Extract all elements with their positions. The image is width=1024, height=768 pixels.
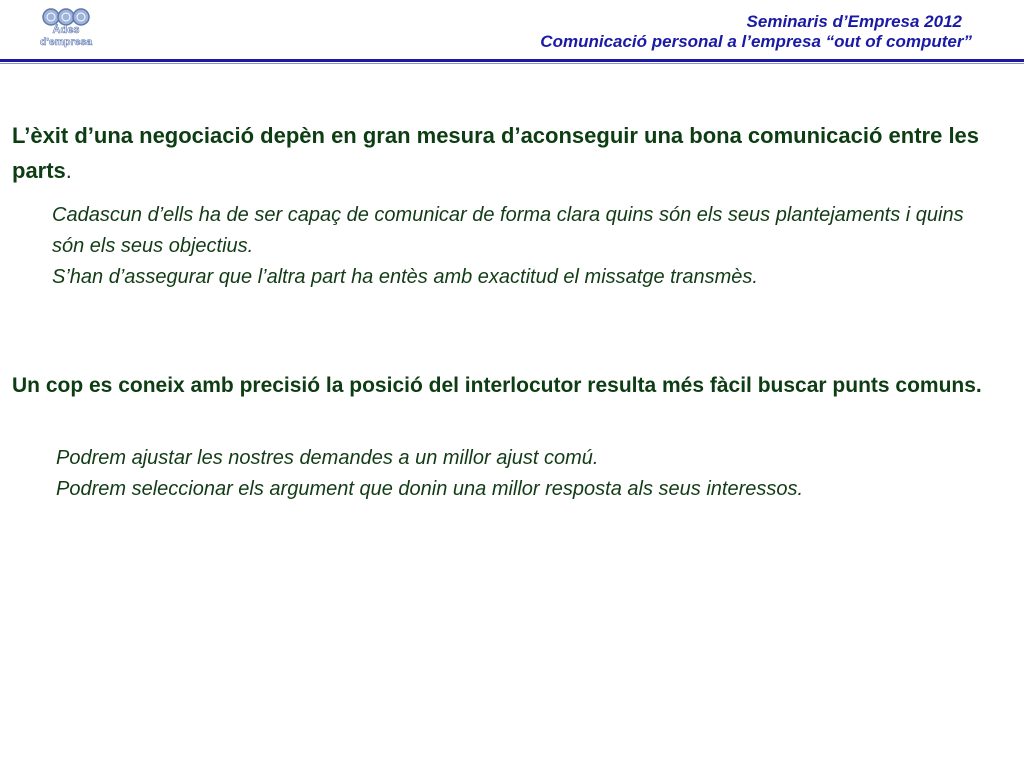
block2-point-1: Podrem ajustar les nostres demandes a un millor ajust comú.: [56, 447, 599, 469]
header-titles: [540, 12, 972, 52]
block2-heading: Un cop es coneix amb precisió la posició del interlocutor resulta més fàcil buscar punts comuns.: [12, 374, 982, 397]
header-divider-thin: [0, 63, 1024, 64]
logo-text-bottom: d'empresa: [39, 36, 93, 48]
block2: [12, 370, 992, 401]
block1-heading: [12, 118, 992, 188]
block1-point-1: Cadascun d’ells ha de ser capaç de comunicar de forma clara quins són els seus plantejaments i quins són els seus objectius.: [52, 204, 964, 257]
logo: [36, 6, 96, 52]
slide-content: [12, 118, 992, 500]
block1-heading-text: L’èxit d’una negociació depèn en gran mesura d’aconseguir una bona comunicació entre les parts: [12, 123, 980, 183]
block2-points: [56, 443, 956, 505]
logo-text-top: Àdes: [52, 24, 80, 36]
block2-point-2: Podrem seleccionar els argument que donin una millor resposta als seus interessos.: [56, 478, 804, 500]
header-title-seminar: Seminaris d’Empresa 2012: [746, 12, 962, 31]
header-divider: [0, 59, 1024, 62]
header-title-subject: Comunicació personal a l’empresa “out of computer”: [540, 32, 972, 51]
block1-heading-end: .: [65, 158, 72, 183]
logo-graphic: [36, 6, 96, 52]
block1-points: [52, 200, 992, 293]
block1-point-2: S’han d’assegurar que l’altra part ha entès amb exactitud el missatge transmès.: [52, 266, 758, 288]
